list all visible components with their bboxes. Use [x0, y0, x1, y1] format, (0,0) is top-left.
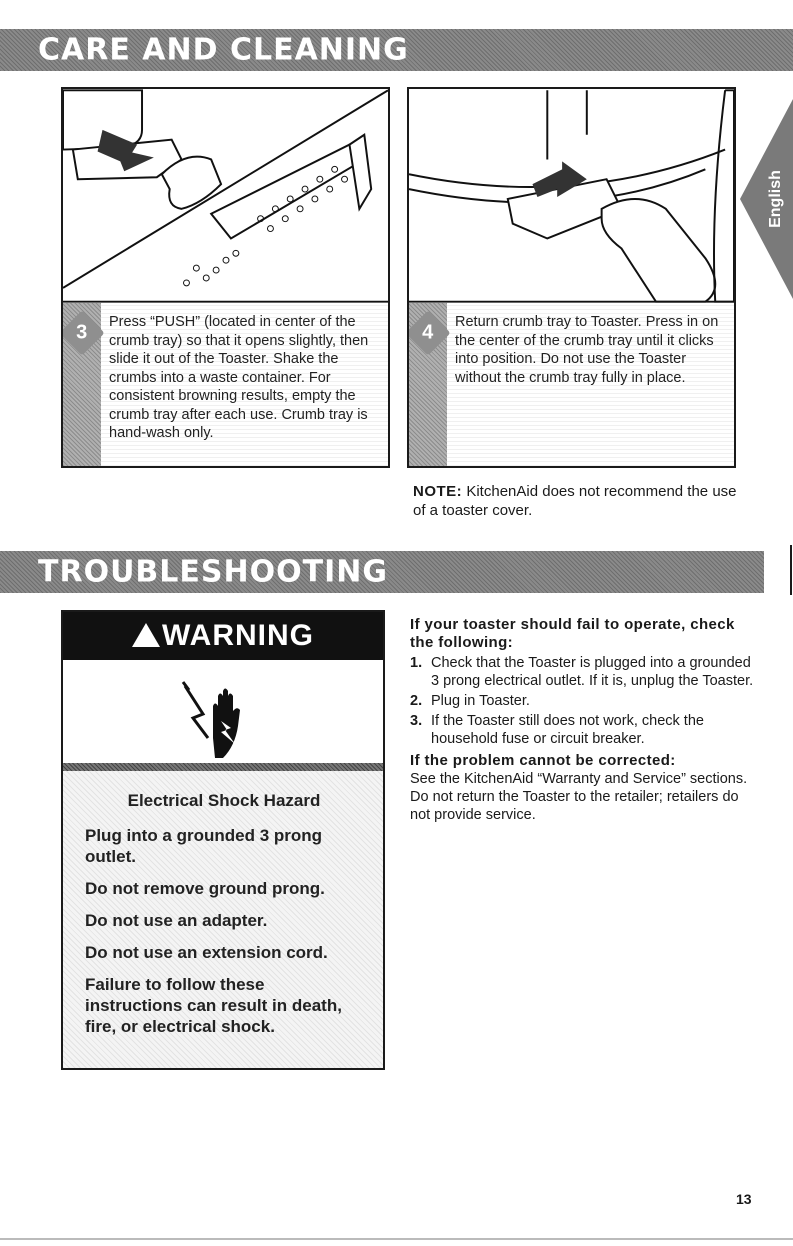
step-number-badge: 4: [407, 310, 451, 355]
step-4-instruction: [409, 303, 734, 468]
section-title: TROUBLESHOOTING: [38, 554, 388, 590]
note-text: KitchenAid does not recommend the use of a toaster cover.: [413, 483, 737, 519]
step-tab: [409, 303, 447, 468]
step-4-panel: [407, 87, 736, 468]
bottom-rule: [0, 1238, 793, 1240]
language-label: English: [767, 170, 784, 228]
cannot-correct-heading: If the problem cannot be corrected:: [410, 752, 676, 769]
step-3-instruction: [63, 303, 388, 468]
check-item: 3. If the Toaster still does not work, check the household fuse or circuit breaker.: [410, 713, 704, 747]
warning-body: [63, 771, 383, 1068]
step-3-panel: [61, 87, 390, 468]
language-tab: [740, 99, 793, 299]
warning-line: Do not use an adapter.: [85, 911, 268, 930]
check-item: 2. Plug in Toaster.: [410, 693, 530, 709]
step-3-text: Press “PUSH” (located in center of the crumb tray) so that it opens slightly, then slide it out of the Toaster. Shake the crumbs into a waste container. For consistent browning results, empty the crumb tray after each use. Crumb tray is hand-wash only.: [109, 314, 369, 441]
page-number: 13: [736, 1191, 752, 1207]
warning-triangle-icon: [132, 623, 160, 647]
warning-line: Failure to follow these instructions can result in death, fire, or electrical shock.: [85, 975, 342, 1036]
warning-label: WARNING: [162, 619, 314, 652]
check-list: [410, 654, 755, 748]
warning-box: [61, 610, 385, 1070]
step-4-text: Return crumb tray to Toaster. Press in on the center of the crumb tray until it clicks into position. Do not use the Toaster without the crumb tray fully in place.: [455, 314, 719, 386]
care-and-cleaning-banner: [0, 29, 793, 71]
note-label: NOTE:: [413, 483, 463, 500]
hazard-title: Electrical Shock Hazard: [127, 791, 321, 810]
remove-crumb-tray-illustration: [63, 89, 388, 303]
step-number-badge: 3: [61, 310, 105, 355]
edge-rule: [790, 545, 792, 595]
fail-heading: If your toaster should fail to operate, check the following:: [410, 616, 735, 651]
warning-line: Do not use an extension cord.: [85, 943, 328, 962]
warning-line: Plug into a grounded 3 prong outlet.: [85, 826, 323, 866]
warning-divider: [63, 763, 383, 771]
troubleshooting-banner: [0, 551, 764, 593]
warning-header: [63, 612, 383, 660]
step-tab: [63, 303, 101, 468]
note: [413, 482, 753, 520]
check-item: 1. Check that the Toaster is plugged into a grounded 3 prong electrical outlet. If it is, unplug the Toaster.: [410, 655, 754, 689]
troubleshooting-text: [410, 616, 755, 824]
return-crumb-tray-illustration: [409, 89, 734, 303]
cannot-correct-text: See the KitchenAid “Warranty and Service” sections. Do not return the Toaster to the retailer; retailers do not provide service.: [410, 771, 748, 823]
section-title: CARE AND CLEANING: [38, 32, 409, 68]
electrical-shock-icon: [163, 666, 263, 762]
warning-line: Do not remove ground prong.: [85, 879, 325, 898]
